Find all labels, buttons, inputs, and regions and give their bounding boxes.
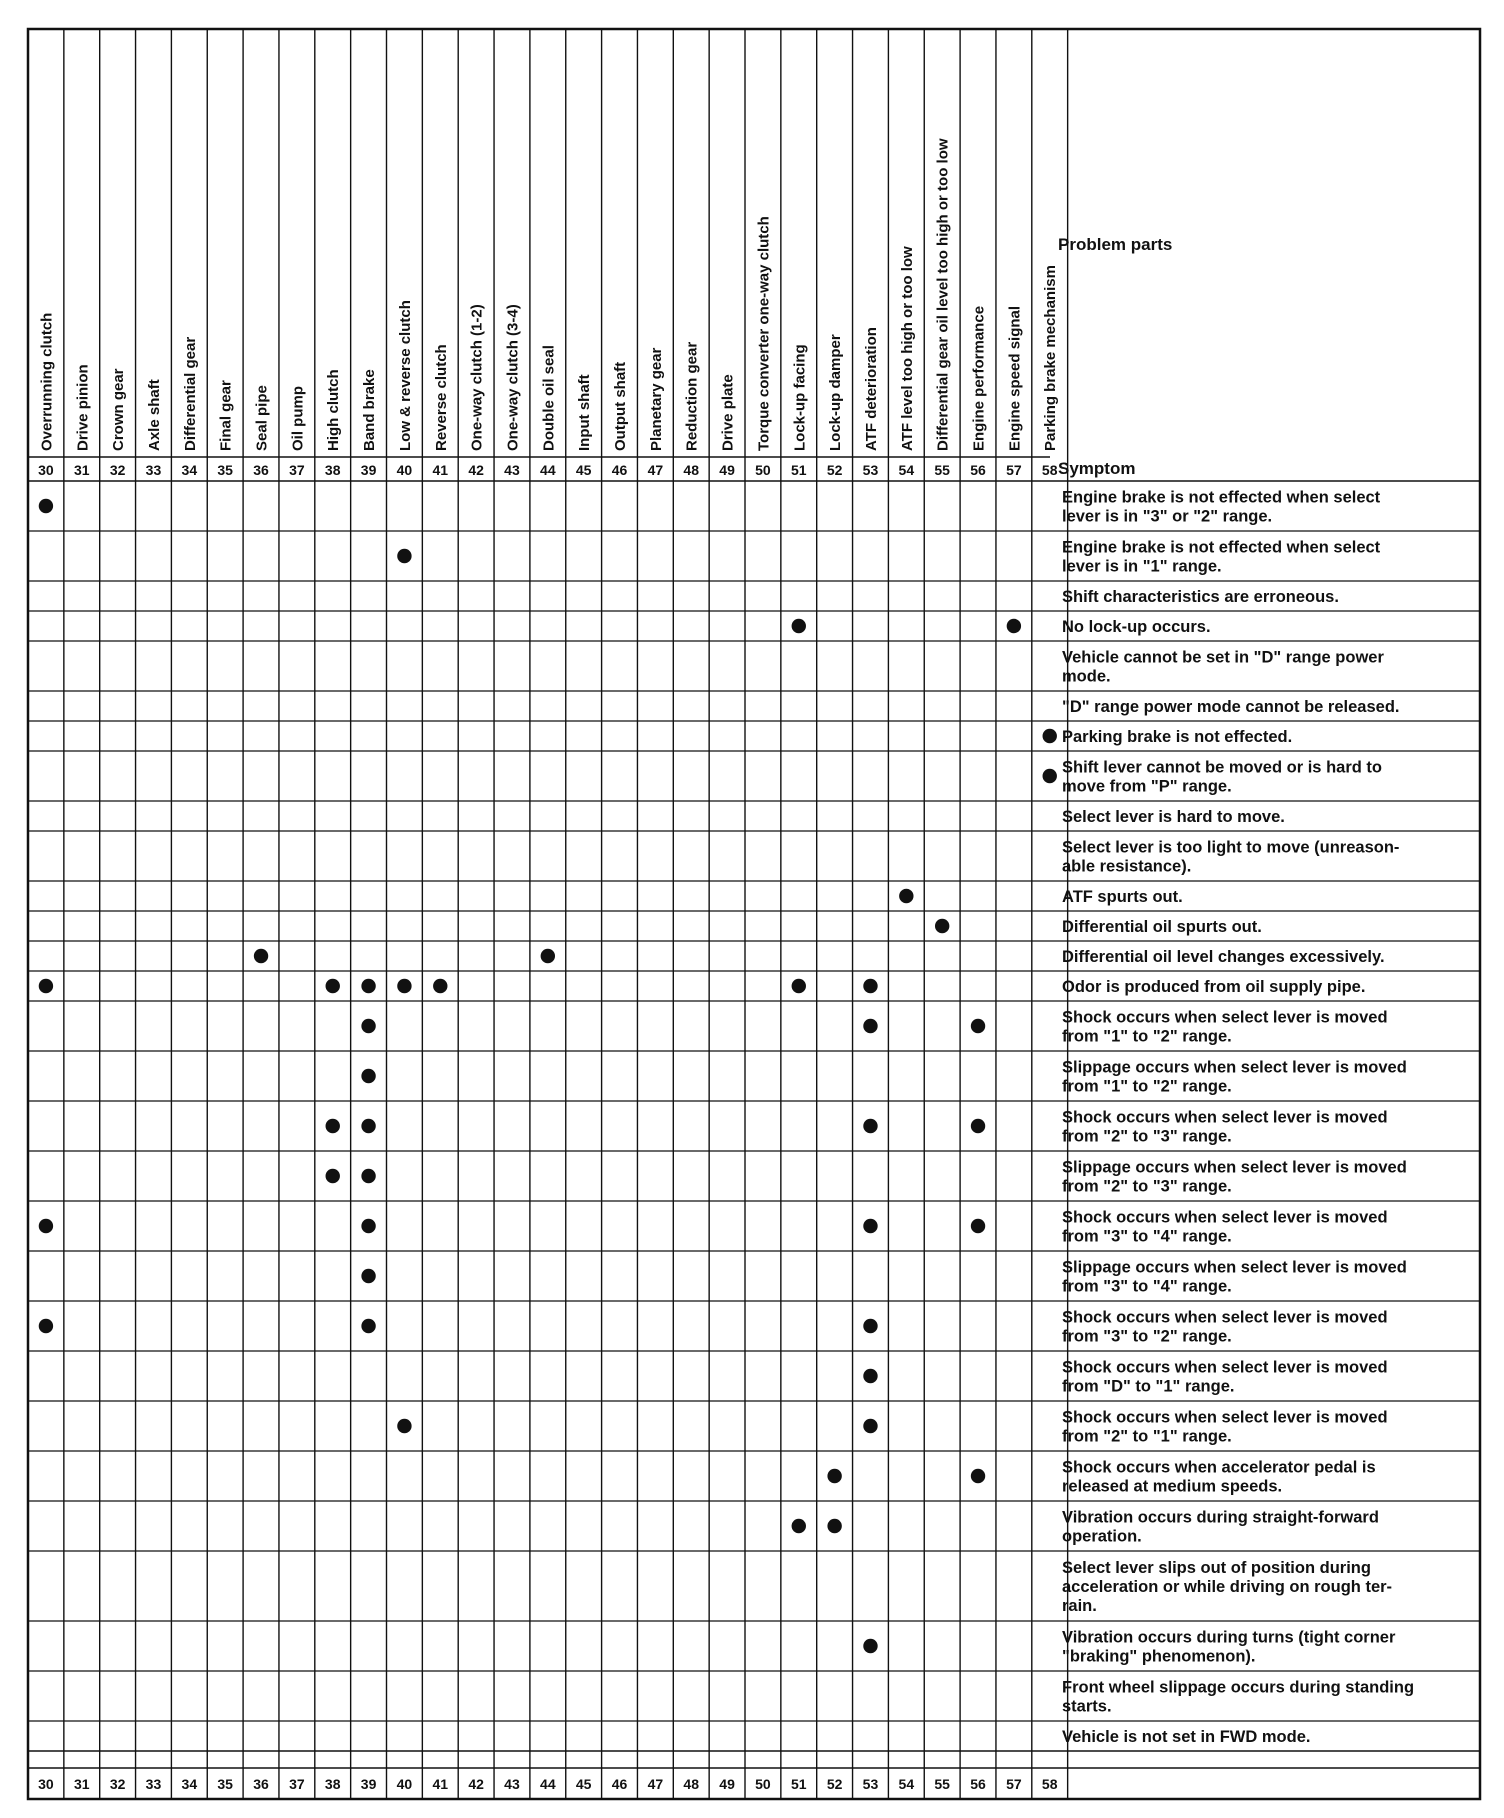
part-number-top-33: 33 [145, 462, 162, 478]
symptom-text-line: Shift characteristics are erroneous. [1062, 588, 1339, 606]
mark-dot-30 [39, 499, 53, 513]
part-number-bottom-56: 56 [970, 1776, 986, 1792]
part-number-top-37: 37 [289, 462, 305, 478]
symptom-text-line: Slippage occurs when select lever is moved [1062, 1058, 1407, 1077]
part-number-top-50: 50 [755, 462, 771, 478]
part-name-38: High clutch [325, 369, 343, 451]
part-number-top-49: 49 [719, 462, 735, 478]
mark-dot-53 [863, 1219, 877, 1233]
part-name-52: Lock-up damper [827, 334, 845, 451]
mark-dot-53 [863, 1419, 877, 1433]
symptom-text-line: Shift lever cannot be moved or is hard to [1062, 758, 1382, 777]
part-name-35: Final gear [217, 380, 235, 451]
part-name-30: Overrunning clutch [38, 312, 56, 451]
mark-dot-39 [361, 1169, 375, 1183]
part-number-top-43: 43 [504, 462, 520, 478]
symptom-text-line: from "3" to "4" range. [1062, 1277, 1232, 1296]
part-number-bottom-40: 40 [396, 1776, 413, 1792]
part-number-top-30: 30 [38, 462, 54, 478]
mark-dot-53 [863, 1369, 877, 1383]
symptom-text-line: from "2" to "3" range. [1062, 1127, 1232, 1146]
part-number-top-40: 40 [396, 462, 413, 478]
part-number-bottom-34: 34 [181, 1776, 198, 1792]
part-number-bottom-35: 35 [217, 1776, 233, 1792]
part-number-bottom-48: 48 [683, 1776, 700, 1792]
symptom-row [1062, 618, 1211, 636]
mark-dot-53 [863, 979, 877, 993]
part-number-bottom-49: 49 [719, 1776, 735, 1792]
part-number-bottom-43: 43 [504, 1776, 520, 1792]
part-number-bottom-46: 46 [611, 1776, 628, 1792]
symptom-text-line: Slippage occurs when select lever is moved [1062, 1258, 1407, 1277]
part-name-37: Oil pump [289, 386, 307, 451]
symptom-text-line: from "3" to "4" range. [1062, 1227, 1232, 1246]
part-name-42: One-way clutch (1-2) [468, 304, 486, 451]
part-number-bottom-47: 47 [647, 1776, 664, 1792]
symptom-row [1062, 888, 1183, 906]
part-number-top-32: 32 [109, 462, 126, 478]
mark-dot-39 [361, 1269, 375, 1283]
part-name-58: Parking brake mechanism [1042, 265, 1060, 451]
mark-dot-54 [899, 889, 913, 903]
part-number-top-38: 38 [324, 462, 341, 478]
part-number-bottom-30: 30 [38, 1776, 54, 1792]
part-number-bottom-42: 42 [468, 1776, 484, 1792]
part-number-top-56: 56 [970, 462, 986, 478]
part-name-56: Engine performance [970, 305, 988, 451]
part-number-top-51: 51 [790, 462, 807, 478]
part-name-53: ATF deterioration [862, 327, 880, 451]
part-number-row-top [38, 462, 1058, 478]
mark-dot-38 [326, 1119, 340, 1133]
symptom-text-line: Front wheel slippage occurs during standing [1062, 1678, 1415, 1697]
part-number-top-57: 57 [1006, 462, 1022, 478]
symptom-text-line: from "D" to "1" range. [1062, 1377, 1235, 1396]
part-name-33: Axle shaft [145, 379, 163, 451]
symptom-row [1062, 1728, 1310, 1746]
part-name-41: Reverse clutch [432, 344, 450, 451]
symptom-text-line: No lock-up occurs. [1062, 618, 1211, 636]
symptom-row [1062, 698, 1400, 716]
part-number-top-53: 53 [862, 462, 879, 478]
mark-dot-39 [361, 979, 375, 993]
mark-dot-51 [792, 619, 806, 633]
mark-dot-53 [863, 1639, 877, 1653]
symptom-text-line: able resistance). [1062, 857, 1192, 876]
part-name-32: Crown gear [110, 368, 128, 451]
symptom-row [1062, 948, 1385, 966]
mark-dot-52 [827, 1469, 841, 1483]
part-number-bottom-32: 32 [109, 1776, 126, 1792]
mark-dot-44 [541, 949, 555, 963]
symptom-text-line: Engine brake is not effected when select [1062, 488, 1381, 507]
part-number-top-41: 41 [432, 462, 449, 478]
symptom-text-line: Shock occurs when select lever is moved [1062, 1408, 1388, 1427]
symptom-text-line: Slippage occurs when select lever is moved [1062, 1158, 1407, 1177]
mark-dot-57 [1007, 619, 1021, 633]
symptom-text-line: Vehicle cannot be set in "D" range power [1062, 648, 1384, 667]
part-number-top-34: 34 [181, 462, 198, 478]
symptom-label: Symptom [1058, 459, 1136, 478]
symptom-text-line: Differential oil level changes excessively. [1062, 948, 1385, 966]
mark-dot-38 [326, 979, 340, 993]
mark-dot-53 [863, 1319, 877, 1333]
mark-dot-40 [397, 549, 411, 563]
symptom-text-line: lever is in "1" range. [1062, 557, 1222, 576]
part-number-top-39: 39 [360, 462, 377, 478]
mark-dot-56 [971, 1119, 985, 1133]
mark-dot-53 [863, 1119, 877, 1133]
mark-dot-55 [935, 919, 949, 933]
symptom-text-line: Shock occurs when select lever is moved [1062, 1358, 1388, 1377]
part-name-43: One-way clutch (3-4) [504, 304, 522, 451]
mark-dot-39 [361, 1319, 375, 1333]
part-number-top-46: 46 [611, 462, 628, 478]
symptom-text-line: Vibration occurs during straight-forward [1062, 1508, 1379, 1527]
mark-dot-30 [39, 1319, 53, 1333]
mark-dot-58 [1043, 729, 1057, 743]
symptom-text-line: Select lever is too light to move (unreason- [1062, 838, 1400, 857]
mark-dot-56 [971, 1019, 985, 1033]
part-number-bottom-39: 39 [360, 1776, 377, 1792]
mark-dot-51 [792, 1519, 806, 1533]
mark-dot-53 [863, 1019, 877, 1033]
mark-dot-30 [39, 979, 53, 993]
part-name-45: Input shaft [576, 374, 594, 451]
part-name-55: Differential gear oil level too high or too low [934, 138, 952, 451]
symptom-text-line: Select lever is hard to move. [1062, 808, 1285, 826]
part-name-39: Band brake [361, 369, 379, 451]
part-number-top-36: 36 [253, 462, 269, 478]
symptom-text-line: operation. [1062, 1527, 1142, 1546]
symptom-row [1062, 918, 1262, 936]
mark-dot-58 [1043, 769, 1057, 783]
part-name-51: Lock-up facing [791, 344, 809, 451]
mark-dot-38 [326, 1169, 340, 1183]
symptom-text-line: from "3" to "2" range. [1062, 1327, 1232, 1346]
symptom-text-line: move from "P" range. [1062, 777, 1232, 796]
part-number-top-44: 44 [540, 462, 556, 478]
part-number-bottom-54: 54 [898, 1776, 915, 1792]
part-number-bottom-50: 50 [755, 1776, 771, 1792]
symptom-text-line: Shock occurs when accelerator pedal is [1062, 1458, 1376, 1477]
symptom-row [1062, 588, 1339, 606]
part-number-bottom-45: 45 [575, 1776, 592, 1792]
mark-dot-30 [39, 1219, 53, 1233]
symptom-row [1062, 808, 1285, 826]
symptom-text-line: "D" range power mode cannot be released. [1062, 698, 1400, 716]
symptom-text-line: mode. [1062, 667, 1111, 686]
symptom-text-line: released at medium speeds. [1062, 1477, 1283, 1496]
part-name-36: Seal pipe [253, 385, 271, 451]
part-number-bottom-58: 58 [1041, 1776, 1058, 1792]
mark-dot-40 [397, 979, 411, 993]
symptom-text-line: acceleration or while driving on rough ter- [1062, 1578, 1393, 1596]
mark-dot-39 [361, 1069, 375, 1083]
symptom-text-line: Differential oil spurts out. [1062, 918, 1262, 936]
part-name-40: Low & reverse clutch [396, 300, 414, 451]
symptom-text-line: "braking" phenomenon). [1062, 1647, 1256, 1666]
part-name-31: Drive pinion [74, 364, 92, 451]
mark-dot-39 [361, 1019, 375, 1033]
mark-dot-56 [971, 1219, 985, 1233]
part-name-54: ATF level too high or too low [898, 246, 916, 451]
symptom-text-line: Parking brake is not effected. [1062, 728, 1293, 746]
part-name-49: Drive plate [719, 374, 737, 451]
mark-dot-36 [254, 949, 268, 963]
part-number-bottom-51: 51 [790, 1776, 807, 1792]
mark-dot-41 [433, 979, 447, 993]
part-number-bottom-53: 53 [862, 1776, 879, 1792]
part-name-44: Double oil seal [540, 345, 558, 451]
symptom-row [1062, 978, 1365, 996]
part-number-bottom-37: 37 [289, 1776, 305, 1792]
symptom-text-line: Engine brake is not effected when select [1062, 538, 1381, 557]
mark-dot-51 [792, 979, 806, 993]
part-number-bottom-57: 57 [1006, 1776, 1022, 1792]
symptom-text-line: Vibration occurs during turns (tight corner [1062, 1628, 1396, 1647]
part-number-top-45: 45 [575, 462, 592, 478]
mark-dot-52 [827, 1519, 841, 1533]
part-number-top-48: 48 [683, 462, 700, 478]
problem-parts-label: Problem parts [1058, 235, 1173, 254]
part-name-46: Output shaft [612, 361, 630, 451]
symptom-text-line: lever is in "3" or "2" range. [1062, 507, 1273, 526]
part-name-47: Planetary gear [647, 347, 665, 451]
part-number-top-58: 58 [1041, 462, 1058, 478]
symptom-text-line: Shock occurs when select lever is moved [1062, 1108, 1388, 1127]
part-number-top-55: 55 [934, 462, 950, 478]
symptom-text-line: from "1" to "2" range. [1062, 1027, 1232, 1046]
part-name-48: Reduction gear [683, 341, 701, 451]
symptom-text-line: from "2" to "3" range. [1062, 1177, 1232, 1196]
part-number-bottom-41: 41 [432, 1776, 449, 1792]
mark-dot-39 [361, 1219, 375, 1233]
part-number-top-52: 52 [826, 462, 843, 478]
mark-dot-40 [397, 1419, 411, 1433]
symptom-text-line: from "2" to "1" range. [1062, 1427, 1232, 1446]
symptom-text-line: Vehicle is not set in FWD mode. [1062, 1728, 1311, 1746]
symptom-text-line: from "1" to "2" range. [1062, 1077, 1232, 1096]
symptom-row [1062, 728, 1292, 746]
symptom-text-line: rain. [1062, 1597, 1097, 1615]
part-number-bottom-36: 36 [253, 1776, 269, 1792]
part-name-57: Engine speed signal [1006, 305, 1024, 451]
part-number-top-54: 54 [898, 462, 915, 478]
mark-dot-56 [971, 1469, 985, 1483]
symptom-text-line: Shock occurs when select lever is moved [1062, 1008, 1388, 1027]
part-number-bottom-55: 55 [934, 1776, 950, 1792]
symptom-text-line: Shock occurs when select lever is moved [1062, 1208, 1388, 1227]
part-number-top-35: 35 [217, 462, 233, 478]
part-number-row-bottom [38, 1776, 1058, 1792]
symptom-text-line: Shock occurs when select lever is moved [1062, 1308, 1388, 1327]
symptom-text-line: ATF spurts out. [1062, 888, 1183, 906]
symptom-text-line: Select lever slips out of position during [1062, 1559, 1371, 1577]
part-name-50: Torque converter one-way clutch [755, 216, 773, 451]
part-number-top-31: 31 [73, 462, 90, 478]
mark-dot-39 [361, 1119, 375, 1133]
part-number-top-42: 42 [468, 462, 484, 478]
part-number-bottom-31: 31 [73, 1776, 90, 1792]
symptom-text-line: starts. [1062, 1697, 1112, 1716]
symptom-text-line: Odor is produced from oil supply pipe. [1062, 978, 1366, 996]
part-number-bottom-44: 44 [540, 1776, 556, 1792]
part-name-34: Differential gear [181, 336, 199, 451]
part-number-bottom-52: 52 [826, 1776, 843, 1792]
part-number-bottom-33: 33 [145, 1776, 162, 1792]
part-number-top-47: 47 [647, 462, 664, 478]
part-number-bottom-38: 38 [324, 1776, 341, 1792]
